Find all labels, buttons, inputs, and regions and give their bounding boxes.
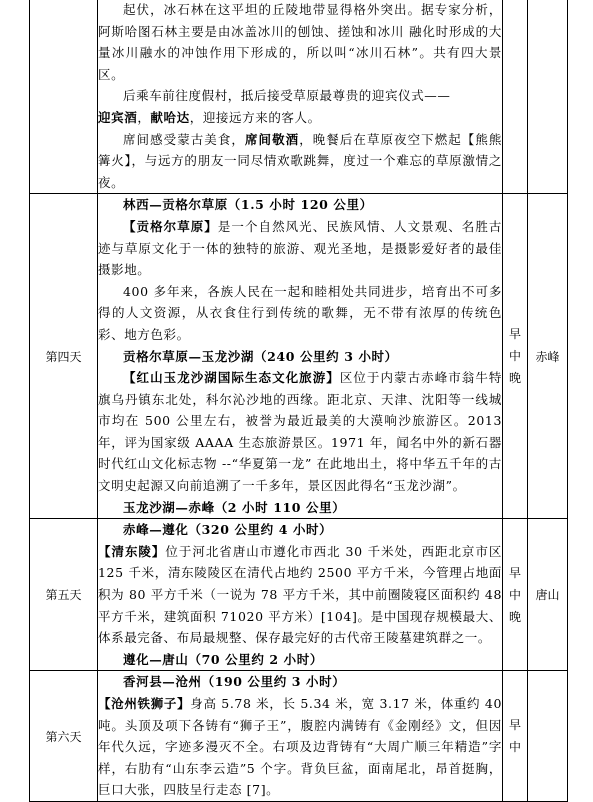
paragraph: 起伏，冰石林在这平坦的丘陵地带显得格外突出。据专家分析，阿斯哈图石林主要是由冰盖冰川的刨蚀、搓蚀和冰川 融化时形成的大量冰川融水的冲蚀作用下形成的，所以叫“冰川石林”。共有四大景区。 — [98, 2, 502, 82]
stay-cell — [528, 0, 568, 194]
day-cell: 第六天 — [30, 671, 98, 802]
route-heading: 玉龙沙湖—赤峰（2 小时 110 公里） — [123, 499, 346, 515]
meal-cell: 早中晚 — [503, 194, 528, 519]
attraction-name: 【贡格尔草原】 — [123, 218, 218, 234]
content-cell — [98, 519, 503, 671]
day-cell: 第五天 — [30, 519, 98, 671]
itinerary-table — [29, 0, 568, 802]
stay-cell: 赤峰 — [528, 194, 568, 519]
day-cell — [30, 0, 98, 194]
table-row — [30, 671, 568, 802]
attraction-name: 【清东陵】 — [98, 543, 166, 559]
paragraph: 【沧州铁狮子】身高 5.78 米，长 5.34 米，宽 3.17 米，体重约 40 吨。头顶及项下各铸有“狮子王”，腹腔内满铸有《金刚经》文，但因年代久远，字迹多漫灭不全。右项及边背铸有“大周广顺三年精造”字样，右肋有“山东李云造”5 个字。背负巨盆，面南尾北，昂首挺胸，巨口大张，四肢呈行走态 [7]。 — [98, 696, 502, 798]
route-heading: 遵化—唐山（70 公里约 2 小时） — [123, 651, 323, 667]
meal-cell: 早中 — [503, 671, 528, 802]
day-cell: 第四天 — [30, 194, 98, 519]
content-cell — [98, 194, 503, 519]
stay-cell: 唐山 — [528, 519, 568, 671]
stay-cell — [528, 671, 568, 802]
content-cell — [98, 0, 503, 194]
paragraph: 400 多年来，各族人民在一起和睦相处共同进步，培育出不可多得的人文资源，从衣食住行到传统的歌舞，无不带有浓厚的传统色彩、地方色彩。 — [98, 283, 502, 342]
paragraph: 【贡格尔草原】是一个自然风光、民族风情、人文景观、名胜古迹与草原文化于一体的独特的旅游、观光圣地，是摄影爱好者的最佳摄影地。 — [98, 218, 503, 278]
bold-term: 迎宾酒 — [98, 109, 138, 125]
table-row — [30, 194, 568, 519]
meal-cell — [503, 0, 528, 194]
content-cell — [98, 671, 503, 802]
paragraph: 后乘车前往度假村，抵后接受草原最尊贵的迎宾仪式—— 迎宾酒，献哈达，迎接远方来的客人。 — [98, 88, 451, 125]
paragraph: 【清东陵】位于河北省唐山市遵化市西北 30 千米处，西距北京市区 125 千米，清东陵陵区在清代占地约 2500 平方千米，今管理占地面积为 80 平方千米（一说为 78 平方千米，其中前圈陵寝区面积约 48 平方千米，建筑面积 71020 平方米）[104]。是中国现存规模最大、体系最完备、布局最规整、保存最完好的古代帝王陵墓建筑群之一。 — [98, 543, 502, 646]
meal-cell: 早中晚 — [503, 519, 528, 671]
attraction-name: 【红山玉龙沙湖国际生态文化旅游】 — [123, 370, 340, 386]
paragraph: 席间感受蒙古美食，席间敬酒，晚餐后在草原夜空下燃起【熊熊篝火】，与远方的朋友一同尽情欢歌跳舞，度过一个难忘的草原激情之夜。 — [98, 131, 502, 190]
route-heading: 香河县—沧州（190 公里约 3 小时） — [123, 674, 346, 690]
paragraph: 【红山玉龙沙湖国际生态文化旅游】区位于内蒙古赤峰市翁牛特旗乌丹镇东北处，科尔沁沙地的西缘。距北京、天津、沈阳等一线城市均在 500 公里左右，被誉为最近最美的大漠响沙旅游区。2013 年，评为国家级 AAAA 生态旅游景区。1971 年，闻名中外的新石器时代红山文化标志物 --“华夏第一龙” 在此地出土，将中华五千年的古文明史起源又向前追溯了一千多年，景区因此得名“玉龙沙湖”。 — [98, 370, 502, 494]
bold-term: 献哈达 — [150, 109, 190, 125]
attraction-name: 【沧州铁狮子】 — [98, 696, 191, 711]
table-row — [30, 519, 568, 671]
route-heading: 林西—贡格尔草原（1.5 小时 120 公里） — [123, 197, 373, 213]
table-row — [30, 0, 568, 194]
route-heading: 赤峰—遵化（320 公里约 4 小时） — [123, 522, 333, 538]
bold-term: 席间敬酒 — [244, 131, 300, 147]
route-heading: 贡格尔草原—玉龙沙湖（240 公里约 3 小时） — [123, 348, 398, 364]
